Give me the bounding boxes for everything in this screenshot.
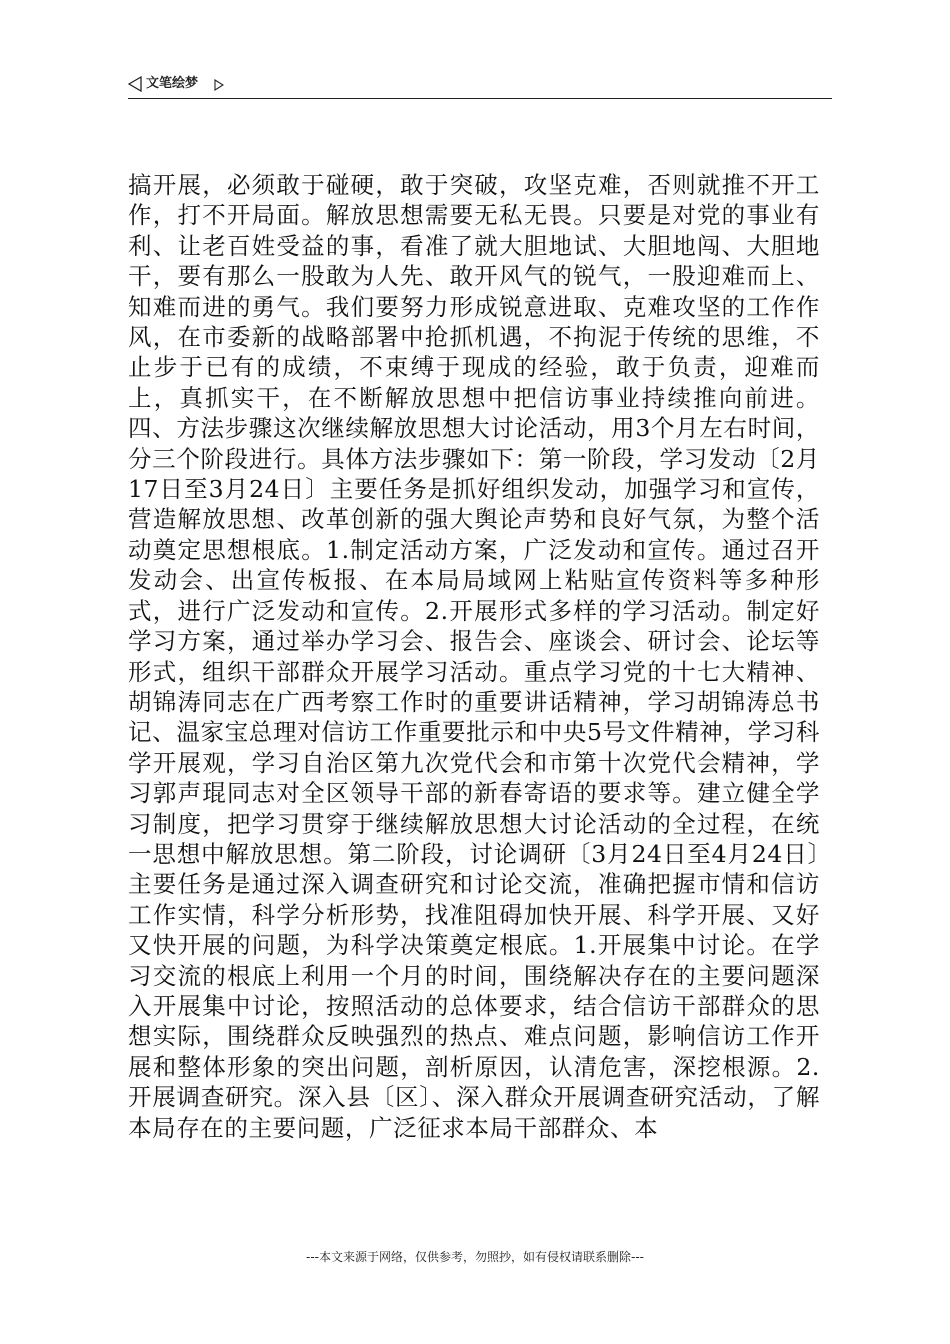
body-paragraph: 搞开展，必须敢于碰硬，敢于突破，攻坚克难，否则就推不开工作，打不开局面。解放思想需要无私无畏。只要是对党的事业有利、让老百姓受益的事，看准了就大胆地试、大胆地闯、大胆地干，要有那么一股敢为人先、敢开风气的锐气，一股迎难而上、知难而进的勇气。我们要努力形成锐意进取、克难攻坚的工作作风，在市委新的战略部署中抢抓机遇，不拘泥于传统的思维，不止步于已有的成绩，不束缚于现成的经验，敢于负责，迎难而上，真抓实干，在不断解放思想中把信访事业持续推向前进。四、方法步骤这次继续解放思想大讨论活动，用3个月左右时间，分三个阶段进行。具体方法步骤如下：第一阶段，学习发动〔2月17日至3月24日〕主要任务是抓好组织发动，加强学习和宣传，营造解放思想、改革创新的强大舆论声势和良好气氛，为整个活动奠定思想根底。1.制定活动方案，广泛发动和宣传。通过召开发动会、出宣传板报、在本局局域网上粘贴宣传资料等多种形式，进行广泛发动和宣传。2.开展形式多样的学习活动。制定好学习方案，通过举办学习会、报告会、座谈会、研讨会、论坛等形式，组织干部群众开展学习活动。重点学习党的十七大精神、胡锦涛同志在广西考察工作时的重要讲话精神，学习胡锦涛总书记、温家宝总理对信访工作重要批示和中央5号文件精神，学习科学开展观，学习自治区第九次党代会和市第十次党代会精神，学习郭声琨同志对全区领导干部的新春寄语的要求等。建立健全学习制度，把学习贯穿于继续解放思想大讨论活动的全过程，在统一思想中解放思想。第二阶段，讨论调研〔3月24日至4月24日〕主要任务是通过深入调查研究和讨论交流，准确把握市情和信访工作实情，科学分析形势，找准阻碍加快开展、科学开展、又好又快开展的问题，为科学决策奠定根底。1.开展集中讨论。在学习交流的根底上利用一个月的时间，围绕解决存在的主要问题深入开展集中讨论，按照活动的总体要求，结合信访干部群众的思想实际，围绕群众反映强烈的热点、难点问题，影响信访工作开展和整体形象的突出问题，剖析原因，认清危害，深挖根源。2.开展调查研究。深入县〔区〕、深入群众开展调查研究活动，了解本局存在的主要问题，广泛征求本局干部群众、本	[128, 171, 820, 1142]
header-title: 文笔绘梦	[146, 76, 199, 91]
triangle-right-outline-icon	[214, 76, 224, 88]
page-header	[128, 74, 832, 99]
triangle-left-outline-icon	[128, 76, 142, 92]
page-footer-disclaimer: ---本文来源于网络，仅供参考，勿照抄，如有侵权请联系删除---	[306, 1250, 644, 1264]
